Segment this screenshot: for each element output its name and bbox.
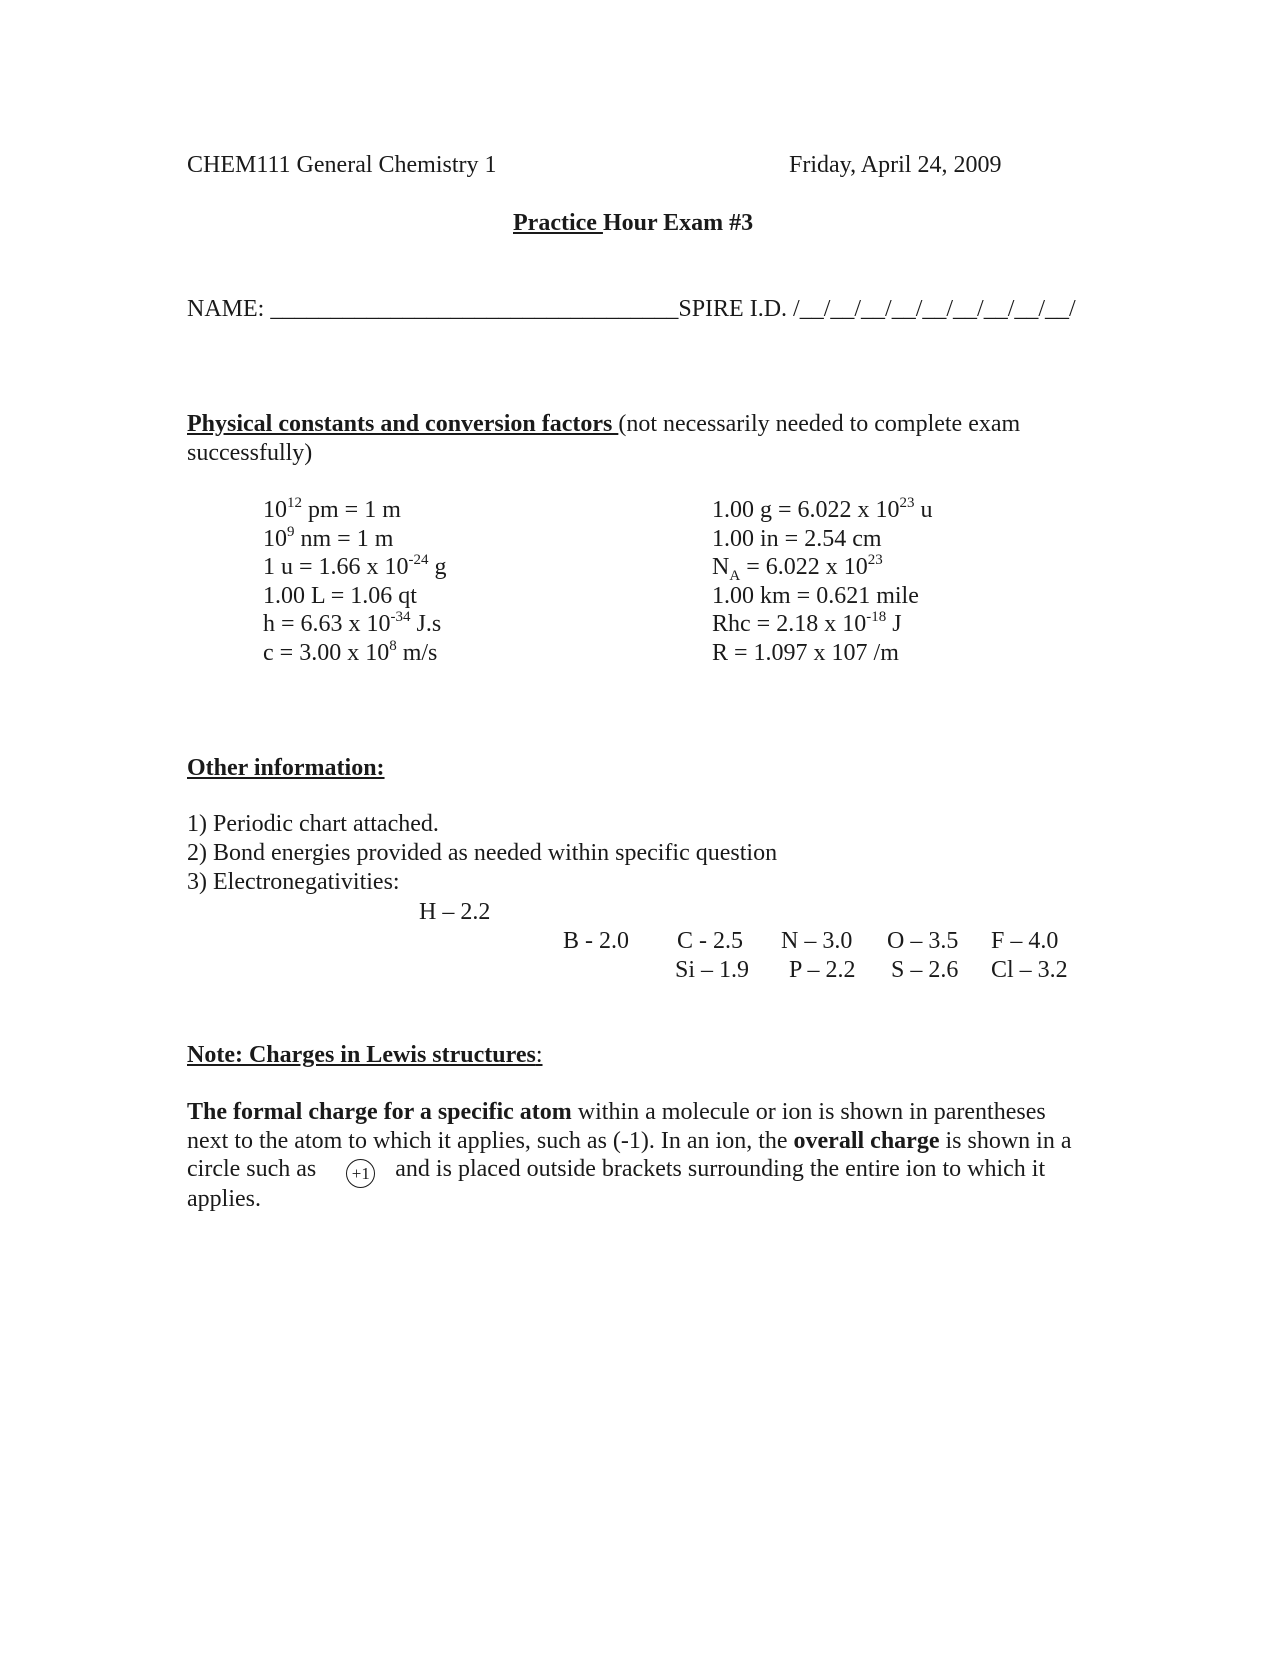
constant-line: Rhc = 2.18 x $10^{-18}$ J — [712, 609, 902, 638]
en-f: F – 4.0 — [991, 928, 1059, 954]
en-c: C - 2.5 — [677, 928, 743, 954]
constant-line: 1 u = 1.66 x $10^{-24}$ g — [263, 552, 447, 581]
constant-line: 1.00 km = 0.621 mile — [712, 582, 919, 609]
constant-line: c = 3.00 x $10^8$ m/s — [263, 637, 438, 666]
note-heading: Note: Charges in Lewis structures: — [187, 1042, 543, 1068]
constant-line: $10^{12}$ pm = 1 m — [263, 495, 401, 523]
constants-note: (not necessarily needed to complete exam successfully) — [187, 411, 1021, 466]
constants-heading: Physical constants and conversion factors — [187, 411, 619, 437]
list-item: 3) Electronegativities: — [187, 869, 400, 895]
en-o: O – 3.5 — [887, 928, 959, 954]
spire-id-field[interactable]: SPIRE I.D. /__/__/__/__/__/__/__/__/__/ — [678, 296, 1076, 322]
list-item: 2) Bond energies provided as needed within specific question — [187, 840, 778, 866]
constant-line: 1.00 g = 6.022 x $10^{23}$ u — [712, 495, 933, 523]
name-line — [187, 295, 1076, 323]
constants-section — [187, 410, 1092, 467]
en-s: S – 2.6 — [891, 957, 959, 983]
other-info-heading: Other information: — [187, 755, 385, 781]
exam-title — [513, 209, 753, 237]
constant-line: 1.00 L = 1.06 qt — [263, 582, 417, 609]
exam-title-practice: Practice — [513, 210, 603, 236]
constant-line: 1.00 in = 2.54 cm — [712, 525, 882, 552]
name-blank[interactable]: __________________________________ — [270, 296, 679, 322]
other-info-list — [187, 810, 777, 897]
en-p: P – 2.2 — [789, 957, 856, 983]
overall-charge-circle-icon: +1 — [346, 1159, 375, 1188]
exam-title-rest: Hour Exam #3 — [602, 210, 754, 236]
note-paragraph: The formal charge for a specific atom within a molecule or ion is shown in parentheses next to the atom to which it applies, such as (-1). In an ion, the overall charge is shown in a circle such as +1 and is placed outside brackets surrounding the entire ion to which it applies. — [187, 1099, 1072, 1212]
en-b: B - 2.0 — [563, 928, 629, 954]
en-si: Si – 1.9 — [675, 957, 750, 983]
constant-line: R = 1.097 x 107 /m — [712, 639, 899, 666]
en-h: H – 2.2 — [419, 899, 491, 925]
exam-date: Friday, April 24, 2009 — [789, 152, 1002, 178]
course-title: CHEM111 General Chemistry 1 — [187, 152, 497, 178]
constants-left-column — [263, 496, 447, 668]
constant-line: h = 6.63 x $10^{-34}$ J.s — [263, 609, 442, 638]
en-n: N – 3.0 — [781, 928, 853, 954]
constant-line: $N_A = 6.022$ x $10^{23}$ — [712, 552, 883, 584]
en-cl: Cl – 3.2 — [991, 957, 1068, 983]
list-item: 1) Periodic chart attached. — [187, 811, 439, 837]
constants-right-column — [712, 496, 933, 668]
name-label: NAME: — [187, 296, 271, 322]
constant-line: $10^9$ nm = 1 m — [263, 523, 394, 552]
